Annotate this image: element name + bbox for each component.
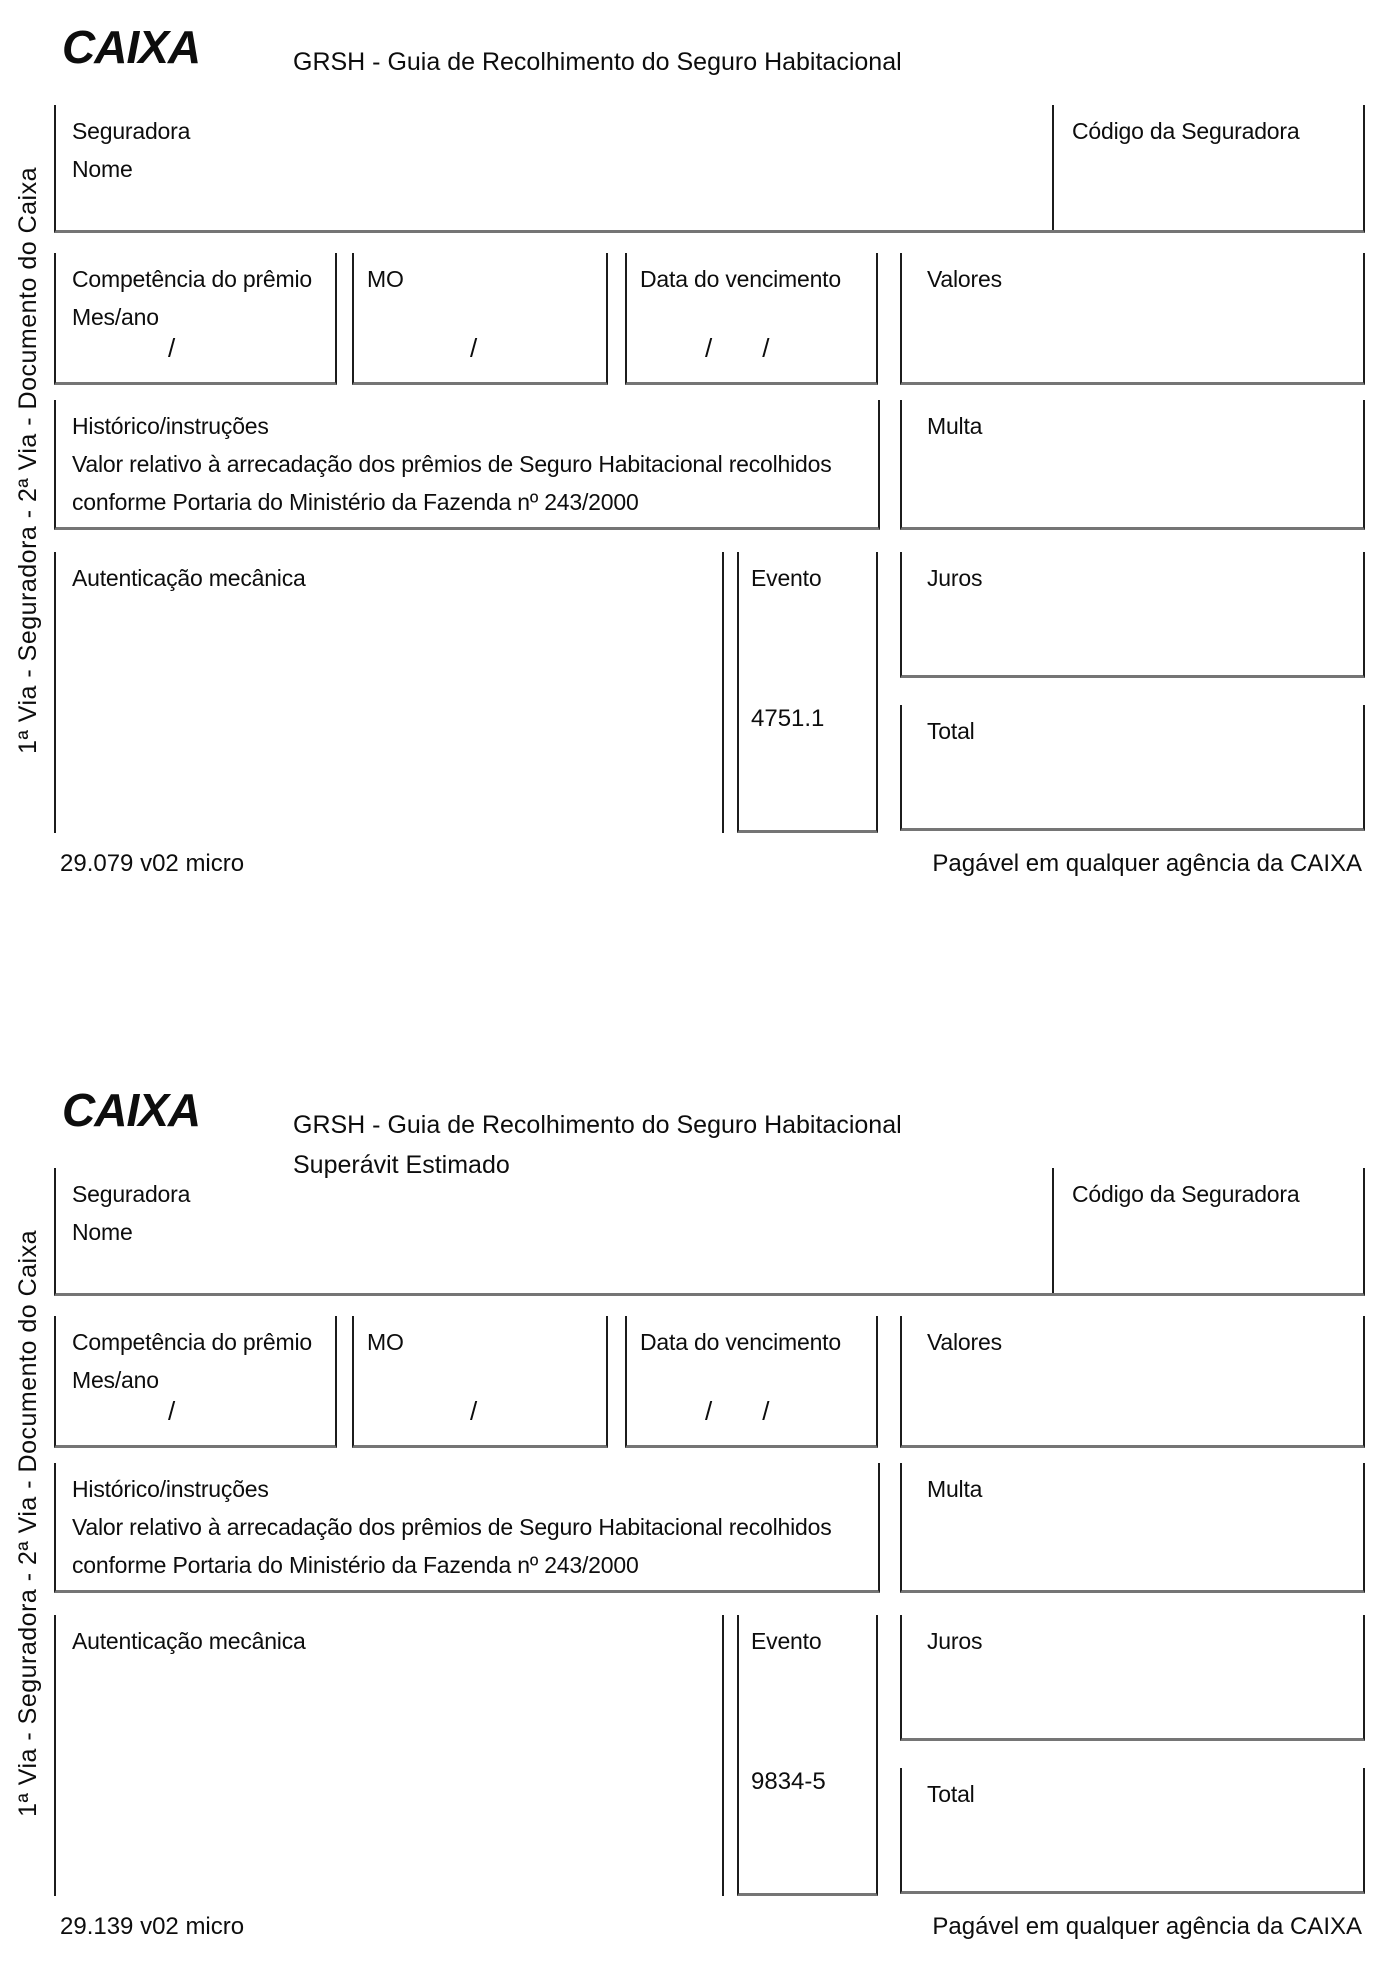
history-box [54,1463,880,1593]
month-year-slash: / [168,1396,176,1426]
form-title: GRSH - Guia de Recolhimento do Seguro Habitacional [293,48,902,76]
form-number: 29.079 v02 micro [60,850,245,877]
interest-label: Juros [927,1628,983,1654]
form-subtitle: Superávit Estimado [293,1151,510,1179]
history-text-line1: Valor relativo à arrecadação dos prêmios de Seguro Habitacional recolhidos [72,1514,832,1540]
insurer-label: Seguradora [72,118,191,144]
form-title: GRSH - Guia de Recolhimento do Seguro Habitacional [293,1111,902,1139]
insurer-code-label: Código da Seguradora [1072,1181,1300,1207]
due-date-slash-1: / [705,1396,713,1426]
copy-routing-label: 1ª Via - Seguradora - 2ª Via - Documento do Caixa [13,166,42,754]
fine-box [900,1463,1365,1593]
premium-period-sublabel: Mes/ano [72,304,159,330]
due-date-label: Data do vencimento [640,1329,841,1355]
premium-period-label: Competência do prêmio [72,1329,312,1355]
premium-period-sublabel: Mes/ano [72,1367,159,1393]
total-box [900,1768,1365,1894]
fine-box [900,400,1365,530]
premium-period-box [54,1316,337,1448]
form-title-block [293,42,902,82]
insurer-name-label: Nome [72,1219,133,1245]
event-code: 9834-5 [751,1768,826,1795]
values-box [900,253,1365,385]
history-label: Histórico/instruções [72,1476,269,1502]
insurer-code-label: Código da Seguradora [1072,118,1300,144]
insurer-label: Seguradora [72,1181,191,1207]
total-label: Total [927,718,975,744]
mo-label: MO [367,266,404,292]
event-box [737,552,878,833]
fine-label: Multa [927,1476,983,1502]
mo-slash: / [470,333,478,363]
mechanical-authentication-box [54,552,724,833]
due-date-slash-1: / [705,333,713,363]
values-box [900,1316,1365,1448]
caixa-logo: CAIXA [62,1084,201,1136]
due-date-box [625,1316,878,1448]
mechanical-authentication-label: Autenticação mecânica [72,1628,306,1654]
insurer-box [54,105,1365,233]
mo-box [352,253,608,385]
mo-box [352,1316,608,1448]
values-label: Valores [927,266,1002,292]
interest-box [900,552,1365,678]
payable-note: Pagável em qualquer agência da CAIXA [932,1913,1362,1940]
event-label: Evento [751,1628,822,1654]
total-box [900,705,1365,831]
history-text-line2: conforme Portaria do Ministério da Fazenda nº 243/2000 [72,1552,639,1578]
values-label: Valores [927,1329,1002,1355]
due-date-box [625,253,878,385]
event-code: 4751.1 [751,705,825,732]
history-text-line1: Valor relativo à arrecadação dos prêmios de Seguro Habitacional recolhidos [72,451,832,477]
interest-box [900,1615,1365,1741]
fine-label: Multa [927,413,983,439]
history-label: Histórico/instruções [72,413,269,439]
interest-label: Juros [927,565,983,591]
premium-period-box [54,253,337,385]
mo-slash: / [470,1396,478,1426]
total-label: Total [927,1781,975,1807]
form-number: 29.139 v02 micro [60,1913,245,1940]
history-box [54,400,880,530]
insurer-name-label: Nome [72,156,133,182]
month-year-slash: / [168,333,176,363]
copy-routing-label: 1ª Via - Seguradora - 2ª Via - Documento do Caixa [13,1229,42,1817]
event-label: Evento [751,565,822,591]
caixa-logo: CAIXA [62,21,201,73]
mo-label: MO [367,1329,404,1355]
due-date-label: Data do vencimento [640,266,841,292]
insurer-box [54,1168,1365,1296]
payable-note: Pagável em qualquer agência da CAIXA [932,850,1362,877]
premium-period-label: Competência do prêmio [72,266,312,292]
mechanical-authentication-box [54,1615,724,1896]
due-date-slash-2: / [762,333,770,363]
mechanical-authentication-label: Autenticação mecânica [72,565,306,591]
due-date-slash-2: / [762,1396,770,1426]
history-text-line2: conforme Portaria do Ministério da Fazenda nº 243/2000 [72,489,639,515]
event-box [737,1615,878,1896]
